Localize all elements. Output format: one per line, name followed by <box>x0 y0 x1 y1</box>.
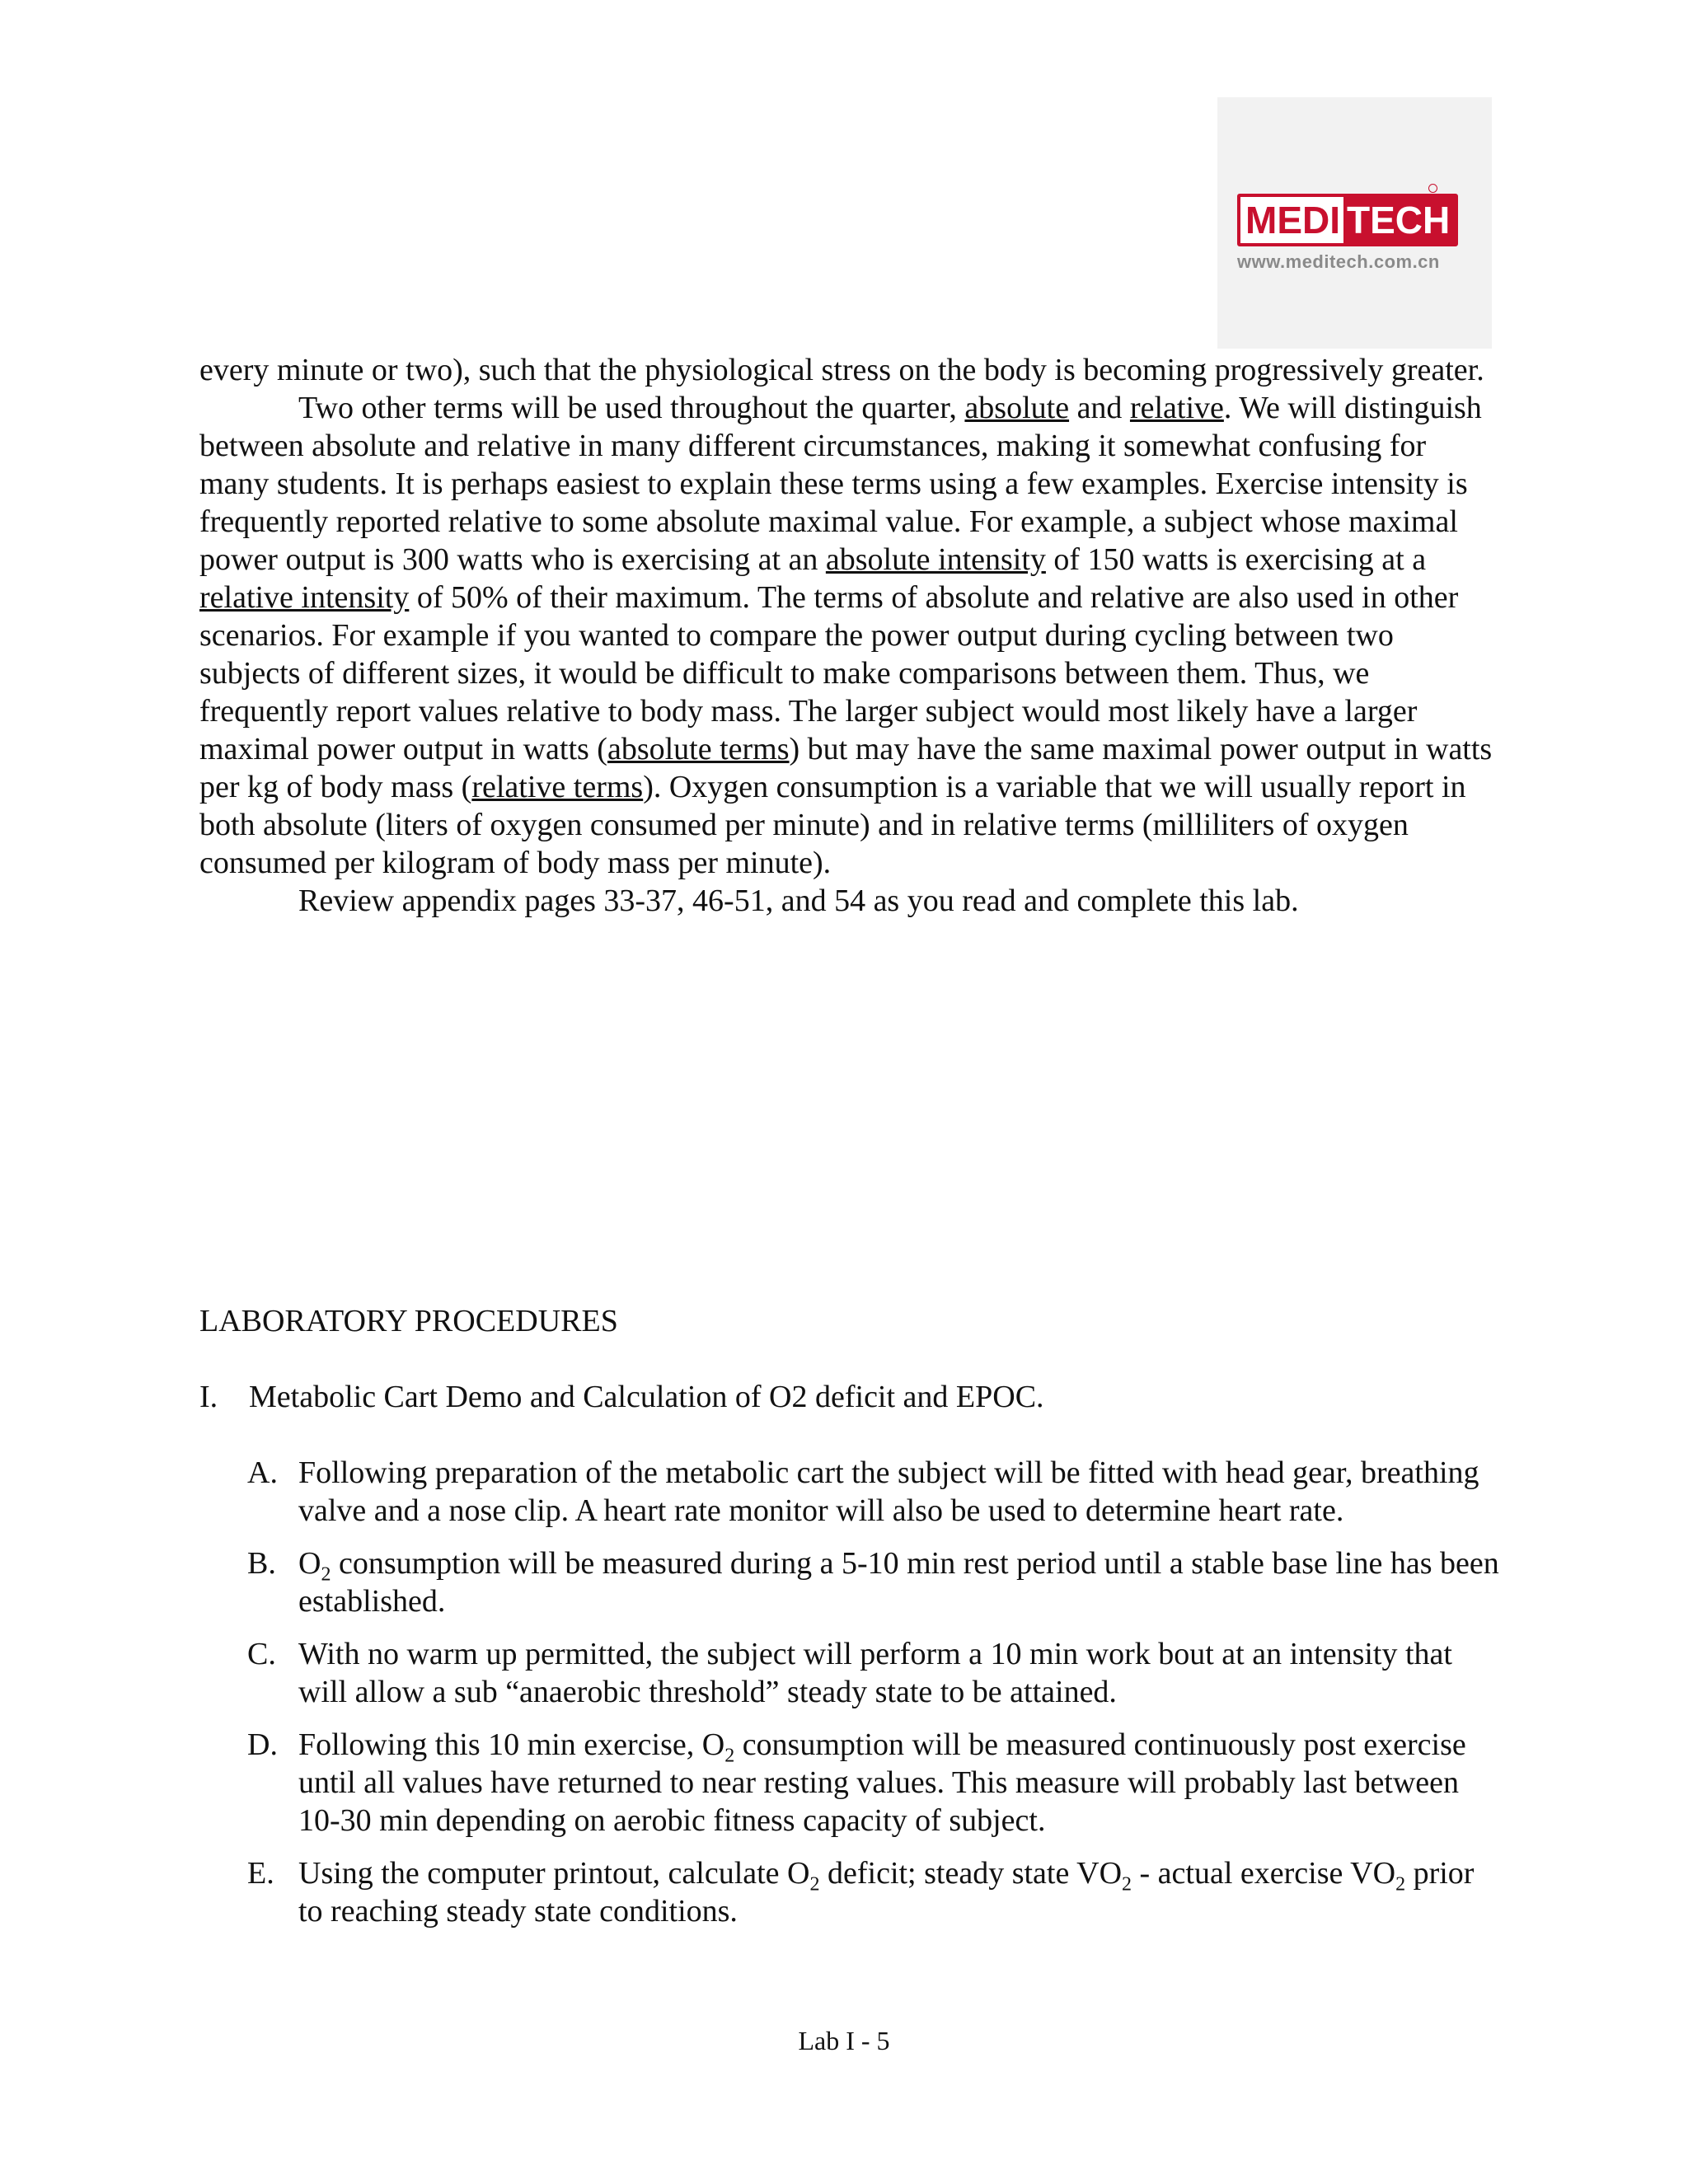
registered-mark-icon <box>1428 184 1437 193</box>
text-run: Two other terms will be used throughout the quarter, <box>298 391 965 425</box>
text-run: of 50% of their maximum. The terms of absolute and relative are also used in other scenarios. For example if you wanted to compare the power output during cycling between two subjects of different sizes, it would be difficult to make comparisons between them. Thus, we frequently report values relative to body mass. The larger subject would most likely have a larger maximal power output in watts ( <box>199 580 1459 766</box>
logo-text-tech: TECH <box>1343 197 1455 243</box>
section-heading: LABORATORY PROCEDURES <box>199 1304 618 1338</box>
text-run: consumption will be measured during a 5-10 min rest period until a stable base line has been established. <box>298 1546 1499 1619</box>
text-run: O <box>298 1546 321 1581</box>
intro-paragraph-3: Review appendix pages 33-37, 46-51, and 54 as you read and complete this lab. <box>298 883 1299 918</box>
roman-numeral: I. <box>199 1380 218 1414</box>
text-run: Using the computer printout, calculate O <box>298 1856 810 1891</box>
text-run: ) but may have the same maximal power output in watts per kg of body mass ( <box>199 732 1493 804</box>
step-letter: A. <box>247 1455 278 1490</box>
subscript: 2 <box>1122 1873 1132 1896</box>
step-letter: C. <box>247 1637 276 1671</box>
term-relative: relative <box>1129 391 1224 425</box>
text-run: of 150 watts is exercising at a <box>1045 542 1427 577</box>
step-text <box>298 1854 1500 1930</box>
intro-paragraph-2 <box>199 389 1493 882</box>
procedure-steps <box>247 1454 1500 1945</box>
procedure-section-i <box>199 1378 1044 1416</box>
term-absolute: absolute <box>964 391 1070 425</box>
text-run: consumption will be measured continuously post exercise until all values have returned to near resting values. This measure will probably last between 10-30 min depending on aerobic fitness capacity of subject. <box>298 1727 1466 1838</box>
step-text: Following preparation of the metabolic cart the subject will be fitted with head gear, breathing valve and a nose clip. A heart rate monitor will also be used to determine heart rate. <box>298 1455 1479 1528</box>
subscript: 2 <box>321 1563 331 1586</box>
subscript: 2 <box>724 1745 735 1767</box>
step-letter: B. <box>247 1546 276 1581</box>
text-run: deficit; steady state VO <box>819 1856 1123 1891</box>
meditech-logo <box>1217 97 1492 349</box>
step-text <box>298 1726 1500 1840</box>
step-e <box>247 1854 1500 1930</box>
intro-text <box>199 351 1493 920</box>
step-text <box>298 1544 1500 1620</box>
logo-url: www.meditech.com.cn <box>1237 251 1440 272</box>
step-letter: E. <box>247 1856 274 1891</box>
text-run: ). Oxygen consumption is a variable that we will usually report in both absolute (liters of oxygen consumed per minute) and in relative terms (milliliters of oxygen consumed per kilogram of body mass per minute). <box>199 770 1466 880</box>
text-run: and <box>1069 391 1130 425</box>
page-footer: Lab I - 5 <box>798 2026 890 2055</box>
term-absolute-intensity: absolute intensity <box>825 542 1046 577</box>
intro-paragraph-1: every minute or two), such that the physiological stress on the body is becoming progressively greater. <box>199 353 1484 387</box>
term-relative-terms: relative terms <box>471 770 644 804</box>
logo-badge <box>1237 194 1458 246</box>
text-run: prior to reaching steady state conditions. <box>298 1856 1475 1929</box>
step-letter: D. <box>247 1727 278 1762</box>
text-run: . We will distinguish between absolute and relative in many different circumstances, making it somewhat confusing for many students. It is perhaps easiest to explain these terms using a few examples. Exercise intensity is frequently reported relative to some absolute maximal value. For example, a subject whose maximal power output is 300 watts who is exercising at an <box>199 391 1482 577</box>
procedure-title: Metabolic Cart Demo and Calculation of O2 deficit and EPOC. <box>249 1380 1044 1414</box>
term-absolute-terms: absolute terms <box>607 732 790 766</box>
step-c <box>247 1635 1500 1711</box>
step-text: With no warm up permitted, the subject will perform a 10 min work bout at an intensity that will allow a sub “anaerobic threshold” steady state to be attained. <box>298 1637 1452 1709</box>
step-d <box>247 1726 1500 1840</box>
text-run: - actual exercise VO <box>1132 1856 1396 1891</box>
step-b <box>247 1544 1500 1620</box>
logo-text-medi: MEDI <box>1240 197 1343 243</box>
subscript: 2 <box>1395 1873 1406 1896</box>
text-run: Following this 10 min exercise, O <box>298 1727 725 1762</box>
step-a <box>247 1454 1500 1530</box>
term-relative-intensity: relative intensity <box>199 580 410 615</box>
subscript: 2 <box>809 1873 820 1896</box>
